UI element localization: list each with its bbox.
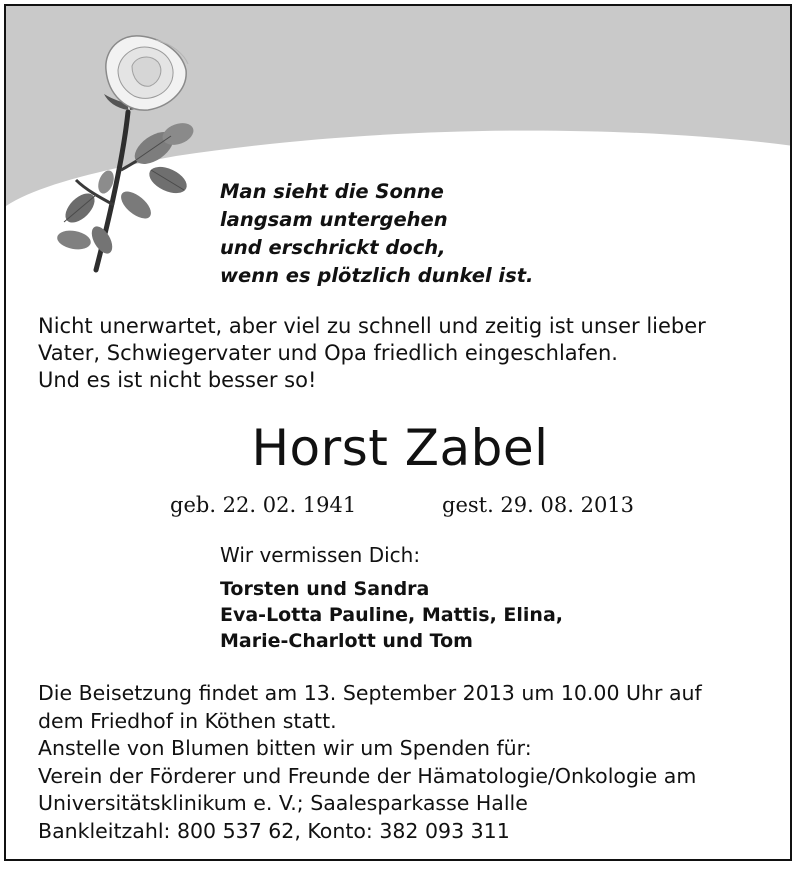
details-line: Die Beisetzung findet am 13. September 2013 um 10.00 Uhr auf: [38, 681, 702, 705]
rose-icon: [36, 30, 206, 280]
obituary-notice: [4, 4, 792, 861]
funeral-details: [38, 680, 778, 845]
intro-text: [38, 313, 778, 394]
mourners-line: Torsten und Sandra: [220, 578, 430, 600]
mourners-heading: Wir vermissen Dich:: [220, 543, 421, 567]
poem: [220, 178, 533, 290]
poem-line: Man sieht die Sonne: [220, 180, 444, 203]
details-line: Universitätsklinikum e. V.; Saalesparkasse Halle: [38, 791, 528, 815]
poem-line: langsam untergehen: [220, 208, 448, 231]
mourners-list: [220, 576, 563, 654]
birth-date: geb. 22. 02. 1941: [170, 493, 357, 517]
intro-line: Vater, Schwiegervater und Opa friedlich eingeschlafen.: [38, 341, 618, 365]
details-line: Verein der Förderer und Freunde der Hämatologie/Onkologie am: [38, 763, 697, 788]
mourners-line: Eva-Lotta Pauline, Mattis, Elina,: [220, 604, 563, 626]
poem-line: und erschrickt doch,: [220, 236, 446, 259]
details-line: Bankleitzahl: 800 537 62, Konto: 382 093 311: [38, 818, 510, 843]
intro-line: Nicht unerwartet, aber viel zu schnell und zeitig ist unser lieber: [38, 314, 706, 338]
details-line: dem Friedhof in Köthen statt.: [38, 708, 337, 733]
deceased-name: Horst Zabel: [251, 419, 549, 477]
details-line: Anstelle von Blumen bitten wir um Spenden für:: [38, 736, 532, 760]
death-date: gest. 29. 08. 2013: [442, 493, 635, 517]
mourners-line: Marie-Charlott und Tom: [220, 630, 473, 652]
poem-line: wenn es plötzlich dunkel ist.: [220, 264, 534, 287]
intro-line: Und es ist nicht besser so!: [38, 368, 317, 392]
